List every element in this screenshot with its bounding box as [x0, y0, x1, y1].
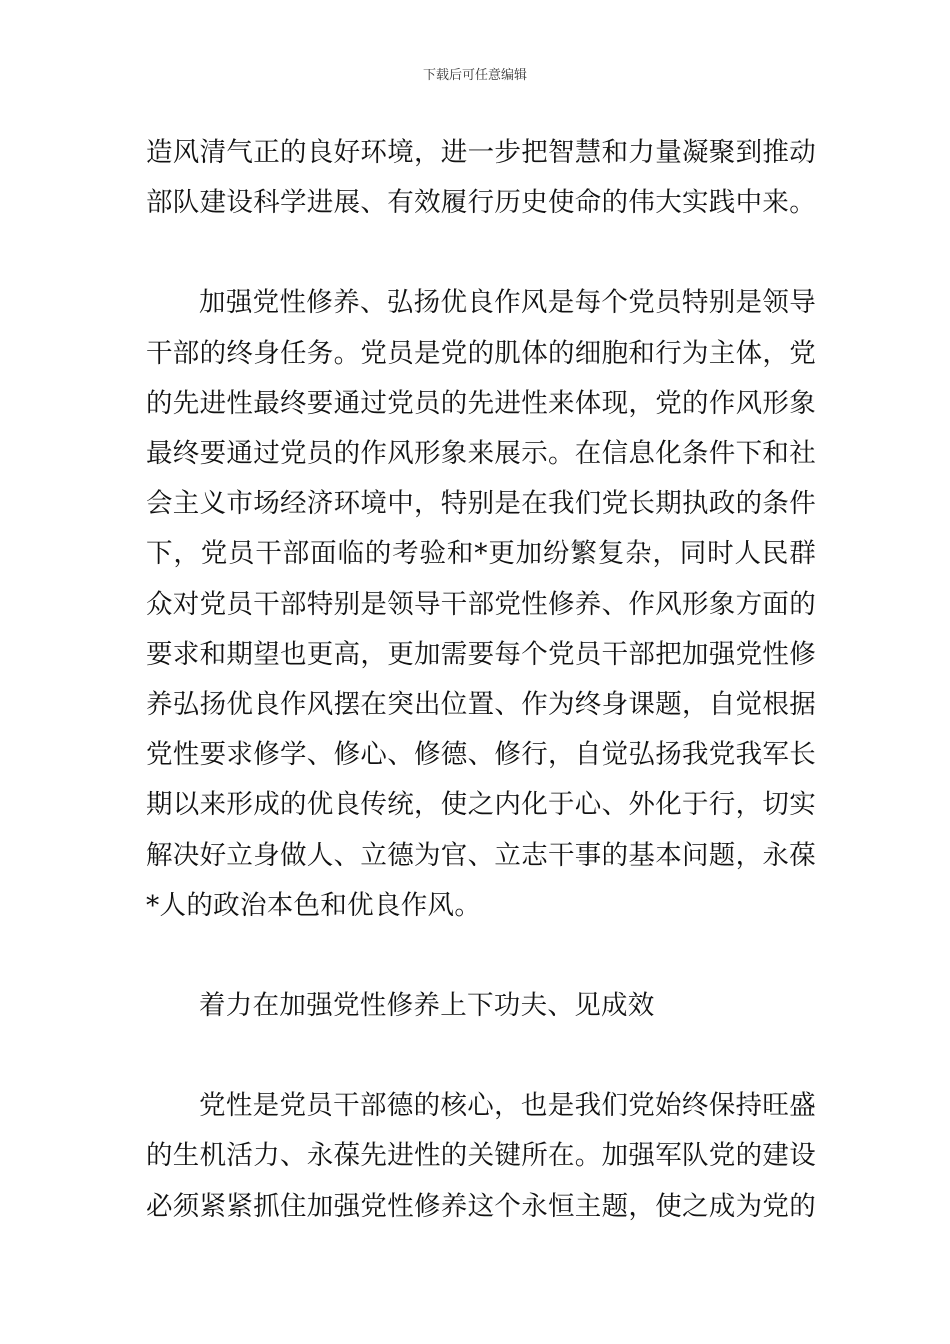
paragraph-core-virtue: 党性是党员干部德的核心，也是我们党始终保持旺盛的生机活力、永葆先进性的关键所在。加强军队党的建设必须紧紧抓住加强党性修养这个永恒主题，使之成为党的 [146, 1090, 816, 1222]
paragraph-party-spirit: 加强党性修养、弘扬优良作风是每个党员特别是领导干部的终身任务。党员是党的肌体的细胞和行为主体，党的先进性最终要通过党员的先进性来体现，党的作风形象最终要通过党员的作风形象来展示。在信息化条件下和社会主义市场经济环境中，特别是在我们党长期执政的条件下，党员干部面临的考验和*更加纷繁复杂，同时人民群众对党员干部特别是领导干部党性修养、作风形象方面的要求和期望也更高，更加需要每个党员干部把加强党性修养弘扬优良作风摆在突出位置、作为终身课题，自觉根据党性要求修学、修心、修德、修行，自觉弘扬我党我军长期以来形成的优良传统，使之内化于心、外化于行，切实解决好立身做人、立德为官、立志干事的基本问题，永葆*人的政治本色和优良作风。 [146, 287, 816, 921]
paragraph-gap [146, 1031, 816, 1081]
paragraph-gap [146, 931, 816, 981]
section-heading: 着力在加强党性修养上下功夫、见成效 [199, 990, 655, 1022]
paragraph-continuation: 造风清气正的良好环境，进一步把智慧和力量凝聚到推动部队建设科学进展、有效履行历史使命的伟大实践中来。 [146, 137, 816, 219]
page-header: 下载后可任意编辑 [422, 68, 527, 83]
paragraph-gap [146, 228, 816, 278]
document-body [146, 128, 816, 1232]
